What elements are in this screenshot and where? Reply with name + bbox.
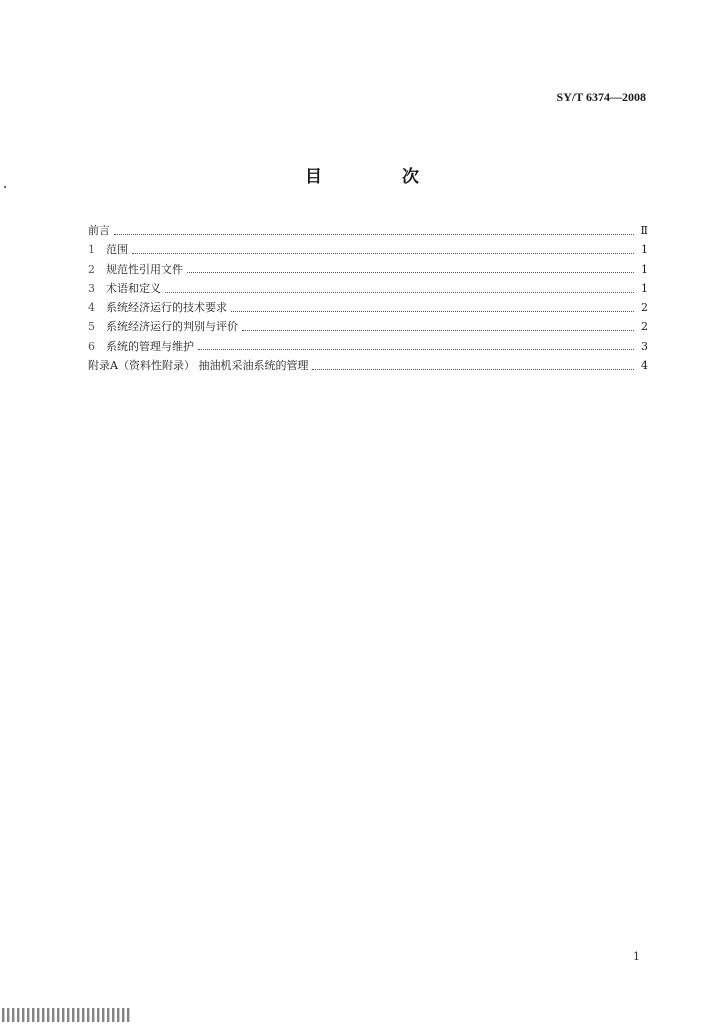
standard-code: SY/T 6374—2008 [556,90,646,104]
toc-entry-page: 4 [641,359,648,373]
toc-entry-page: 3 [641,339,648,353]
toc-entry-label: 规范性引用文件 [106,262,183,276]
page-number: 1 [633,950,640,963]
toc-leader-dots [132,252,634,254]
toc-entry-appendix-a[interactable] [88,357,648,376]
scan-speck [4,186,6,188]
toc-entry-label: 系统经济运行的判别与评价 [106,320,238,334]
toc-leader-dots [165,291,634,293]
toc-leader-dots [187,271,634,273]
page-title [0,162,724,187]
toc-leader-dots [312,368,634,370]
page-title-char-2: 次 [402,167,419,187]
page-title-char-1: 目 [305,167,322,187]
toc-entry-label: 系统经济运行的技术要求 [106,301,227,315]
toc-entry-scope[interactable] [88,241,648,260]
toc-entry-page: 1 [641,243,648,257]
toc-entry-number: 3 [88,281,95,295]
toc-entry-evaluation[interactable] [88,318,648,337]
toc-entry-number: 2 [88,262,95,276]
toc-entry-technical-requirements[interactable] [88,299,648,318]
toc-entry-page: 2 [641,320,648,334]
toc-entry-number: 1 [88,243,95,257]
table-of-contents [88,222,648,376]
toc-entry-label: 范围 [106,243,128,257]
toc-entry-page: Ⅱ [640,224,648,237]
toc-entry-page: 1 [641,281,648,295]
toc-leader-dots [198,348,634,350]
toc-entry-number: 5 [88,320,95,334]
toc-entry-label: 系统的管理与维护 [106,339,194,353]
toc-leader-dots [114,233,634,235]
toc-entry-label: 术语和定义 [106,281,161,295]
toc-entry-foreword[interactable] [88,222,648,241]
toc-entry-normative-references[interactable] [88,261,648,280]
toc-entry-number: 6 [88,339,95,353]
toc-entry-page: 2 [641,301,648,315]
toc-leader-dots [242,329,634,331]
scan-artifact [2,1008,132,1022]
toc-leader-dots [231,310,634,312]
toc-entry-number: 4 [88,301,95,315]
toc-entry-label: 附录A（资料性附录） 抽油机采油系统的管理 [88,359,309,373]
toc-entry-label: 前言 [88,224,110,237]
toc-entry-page: 1 [641,262,648,276]
toc-entry-management[interactable] [88,338,648,357]
toc-entry-terms[interactable] [88,280,648,299]
